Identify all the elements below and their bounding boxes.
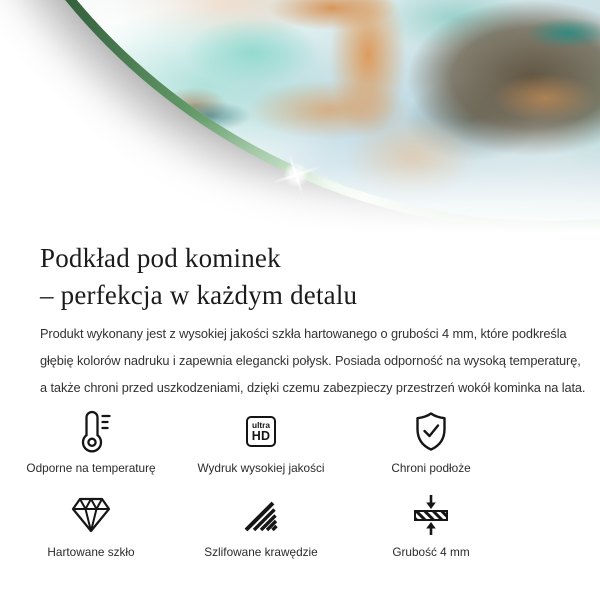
- shield-check-icon: [411, 408, 451, 454]
- feature-temperature: [6, 408, 176, 476]
- feature-tempered-glass: [6, 492, 176, 560]
- description-line: Produkt wykonany jest z wysokiej jakości szkła hartowanego o grubości 4 mm, które podkreśla: [40, 326, 567, 341]
- polished-edges-icon: [242, 492, 280, 538]
- page-title: [40, 238, 560, 314]
- description-line: a także chroni przed uszkodzeniami, dzięki czemu zabezpieczy przestrzeń wokół kominka na lata.: [40, 380, 586, 395]
- feature-label: Szlifowane krawędzie: [204, 545, 318, 559]
- ultra-hd-badge-bottom: HD: [251, 428, 271, 443]
- feature-protects-floor: [346, 408, 516, 476]
- page-title-line1: Podkład pod kominek: [40, 243, 281, 273]
- thickness-icon: [412, 492, 450, 538]
- feature-thickness: [346, 492, 516, 560]
- thermometer-icon: [69, 408, 113, 454]
- diamond-icon: [67, 492, 115, 538]
- feature-label: Odporne na temperaturę: [26, 461, 156, 475]
- page-title-line2: – perfekcja w każdym detalu: [40, 280, 358, 310]
- product-info-section: [0, 238, 600, 560]
- ultra-hd-badge-top: ultra: [252, 419, 270, 430]
- hero-white-fade: [0, 118, 600, 238]
- product-image: [0, 0, 600, 238]
- feature-label: Hartowane szkło: [47, 545, 135, 559]
- feature-polished-edges: [176, 492, 346, 560]
- product-description: [40, 320, 586, 401]
- ultra-hd-icon: [246, 408, 276, 454]
- features-grid: [6, 408, 516, 560]
- feature-label: Grubość 4 mm: [392, 545, 470, 559]
- feature-label: Wydruk wysokiej jakości: [197, 461, 325, 475]
- feature-label: Chroni podłoże: [391, 461, 471, 475]
- feature-print-quality: [176, 408, 346, 476]
- description-line: głębię kolorów nadruku i zapewnia elegancki połysk. Posiada odporność na wysoką temperaturę,: [40, 353, 581, 368]
